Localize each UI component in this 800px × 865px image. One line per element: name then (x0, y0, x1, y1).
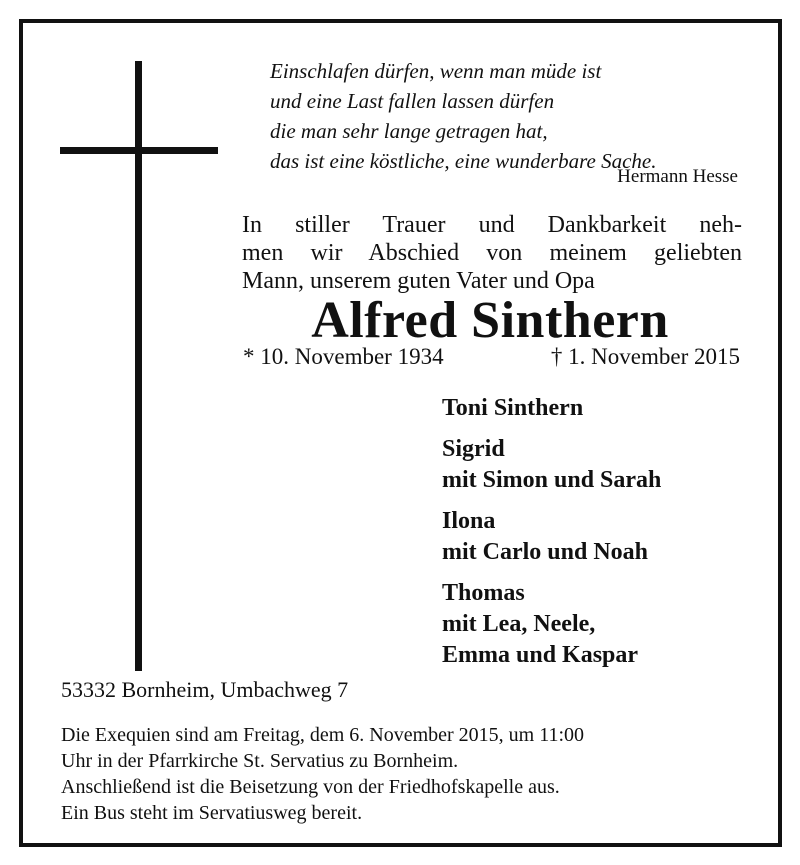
family-member: mit Carlo und Noah (442, 539, 649, 565)
family-group (442, 506, 661, 568)
birth-date: * 10. November 1934 (243, 344, 444, 369)
family-group (442, 393, 661, 424)
family-group (442, 578, 661, 671)
family-list (442, 393, 661, 681)
deceased-name: Alfred Sinthern (311, 292, 669, 349)
death-date: † 1. November 2015 (550, 344, 740, 369)
notice-line: Uhr in der Pfarrkirche St. Servatius zu Bornheim. (61, 750, 459, 772)
intro-line: men wir Abschied von meinem geliebten (242, 240, 742, 266)
intro-text (242, 211, 742, 295)
poem-author: Hermann Hesse (617, 166, 738, 187)
family-member: mit Simon und Sarah (442, 467, 662, 493)
cross-icon-bar (60, 147, 218, 154)
family-member: Thomas (442, 580, 525, 606)
poem-quote (270, 56, 740, 176)
poem-line: und eine Last fallen lassen dürfen (270, 89, 555, 113)
family-member: Ilona (442, 508, 496, 534)
family-member: Toni Sinthern (442, 395, 584, 421)
intro-line: Mann, unserem guten Vater und Opa (242, 268, 595, 294)
notice-line: Anschließend ist die Beisetzung von der Friedhofskapelle aus. (61, 776, 560, 798)
funeral-notice (61, 722, 741, 826)
poem-line: die man sehr lange getragen hat, (270, 119, 548, 143)
family-member: mit Lea, Neele, (442, 611, 596, 637)
family-member: Sigrid (442, 436, 505, 462)
address: 53332 Bornheim, Umbachweg 7 (61, 677, 349, 702)
notice-line: Die Exequien sind am Freitag, dem 6. November 2015, um 11:00 (61, 724, 585, 746)
family-member: Emma und Kaspar (442, 642, 639, 668)
poem-line: Einschlafen dürfen, wenn man müde ist (270, 59, 602, 83)
notice-line: Ein Bus steht im Servatiusweg bereit. (61, 802, 363, 824)
intro-line: In stiller Trauer und Dankbarkeit neh- (242, 212, 742, 238)
family-group (442, 434, 661, 496)
poem-line: das ist eine köstliche, eine wunderbare Sache. (270, 149, 657, 173)
